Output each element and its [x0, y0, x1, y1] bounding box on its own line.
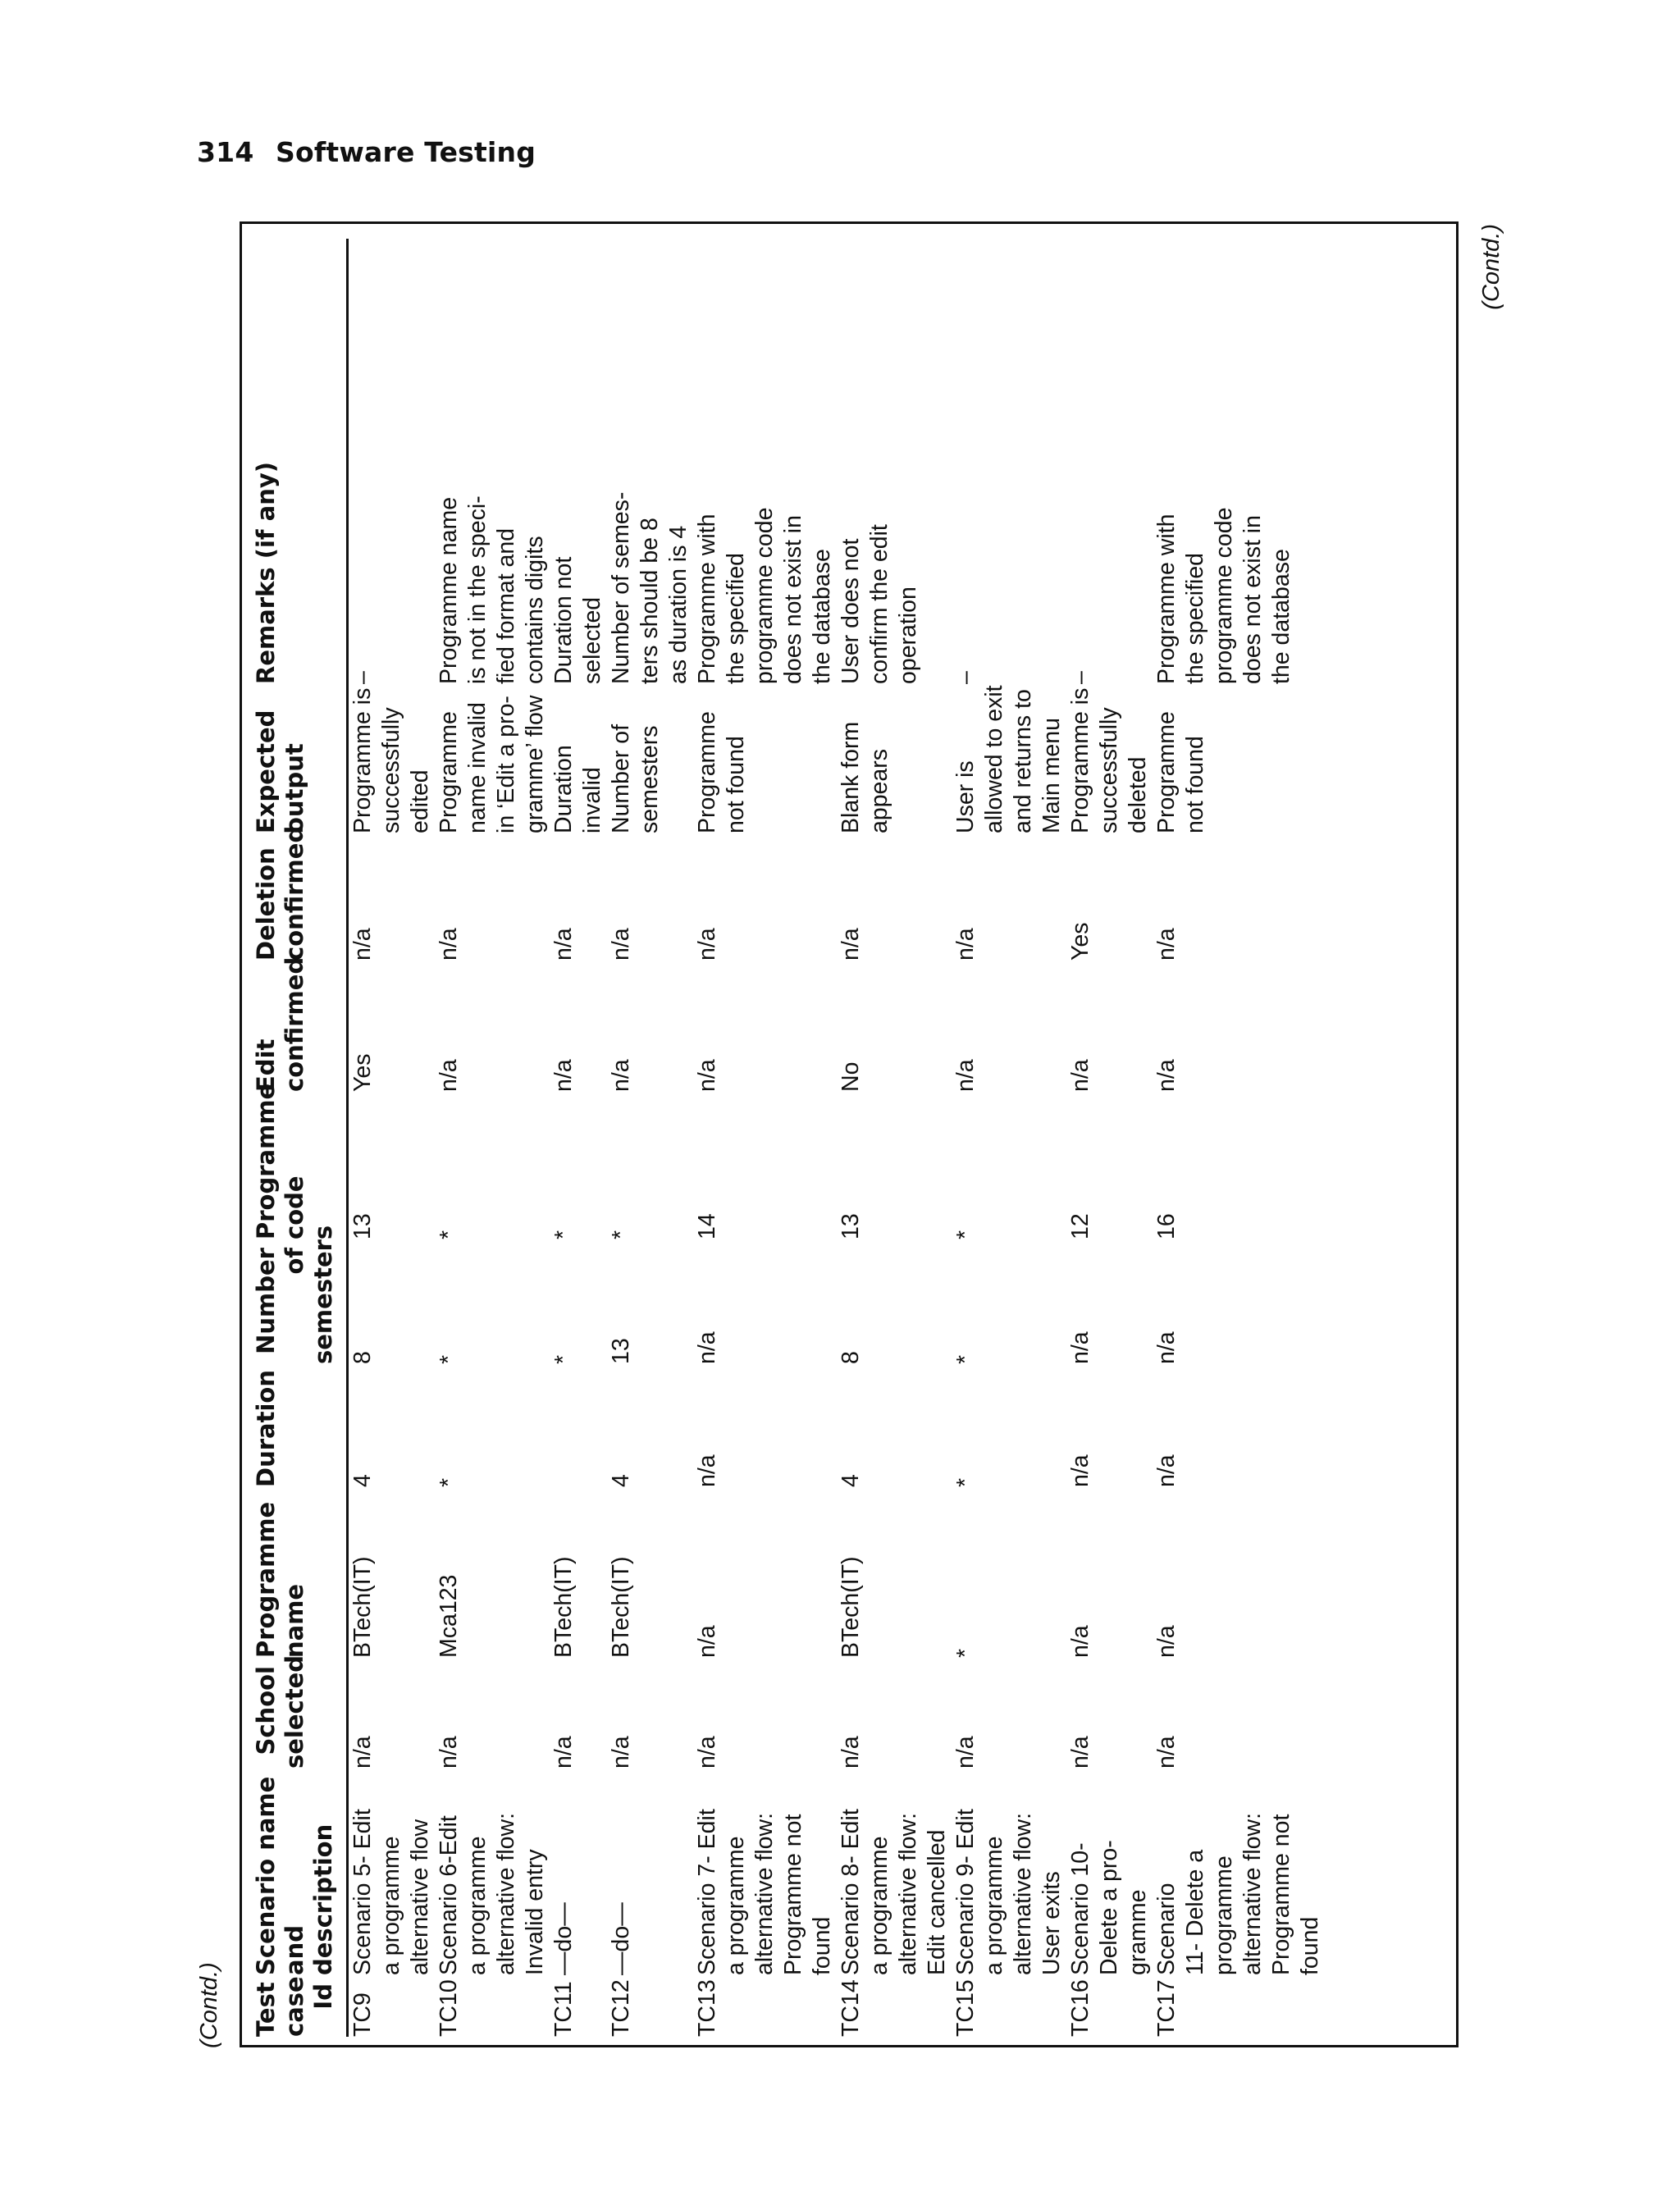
cell-edit-confirmed: n/a — [1067, 1059, 1093, 1092]
cell-programme-name: BTech(IT) — [550, 1556, 577, 1658]
cell-edit-confirmed: No — [838, 1061, 864, 1092]
table-row — [837, 239, 952, 2037]
cell-expected-output: Programme is successfully deleted — [1067, 687, 1151, 833]
header-deletion-confirmed: Deletion confirmed — [252, 833, 348, 961]
cell-edit-confirmed: n/a — [694, 1059, 720, 1092]
header-test-case-id: Test case Id — [252, 1975, 348, 2037]
cell-programme-name: BTech(IT) — [349, 1556, 376, 1658]
cell-deletion-confirmed: n/a — [349, 928, 376, 961]
cell-test-case-id: TC10 — [436, 1979, 462, 2037]
cell-test-case-id: TC9 — [349, 1992, 376, 2037]
cell-duration: n/a — [694, 1454, 720, 1487]
cell-semesters: n/a — [694, 1331, 720, 1364]
cell-edit-confirmed: Yes — [349, 1053, 376, 1092]
cell-expected-output: Blank form appears — [838, 721, 892, 833]
cell-deletion-confirmed: n/a — [952, 928, 979, 961]
cell-deletion-confirmed: n/a — [1153, 928, 1180, 961]
cell-school: n/a — [1153, 1736, 1180, 1769]
cell-remarks: User does not confirm the edit operation — [838, 524, 921, 684]
header-edit-confirmed: Edit confirmed — [252, 961, 348, 1092]
cell-programme-code: 12 — [1067, 1213, 1093, 1239]
cell-duration: * — [952, 1477, 979, 1487]
cell-semesters: * — [550, 1354, 577, 1364]
contd-top-label: (Contd.) — [196, 1962, 222, 2048]
cell-expected-output: Programme is successfully edited — [349, 687, 433, 833]
cell-deletion-confirmed: n/a — [436, 928, 462, 961]
cell-programme-name: n/a — [694, 1625, 720, 1658]
test-case-table — [252, 239, 1325, 2037]
cell-programme-name: * — [952, 1648, 979, 1658]
cell-remarks: Programme name is not in the speci- fied format and contains digits — [436, 495, 548, 684]
cell-programme-code: 13 — [838, 1213, 864, 1239]
page-number: 314 — [197, 136, 254, 168]
cell-programme-name: n/a — [1153, 1625, 1180, 1658]
table-row — [607, 239, 693, 2037]
cell-scenario: Scenario 10- Delete a pro- gramme — [1067, 1840, 1151, 1975]
header-scenario: Scenario name and description — [252, 1769, 348, 1975]
running-head — [197, 136, 536, 168]
table-row — [1153, 239, 1325, 2037]
header-semesters: Number of semesters — [252, 1239, 348, 1364]
header-school: School selected — [252, 1658, 348, 1769]
cell-school: n/a — [436, 1736, 462, 1769]
cell-test-case-id: TC12 — [608, 1979, 634, 2037]
table-row — [952, 239, 1066, 2037]
cell-programme-code: * — [952, 1230, 979, 1239]
cell-scenario: —do— — [550, 1902, 577, 1975]
header-programme-name: Programme name — [252, 1487, 348, 1658]
cell-remarks: Programme with the specified programme code does not exist in the database — [1153, 507, 1294, 684]
cell-programme-code: * — [436, 1230, 462, 1239]
cell-test-case-id: TC13 — [694, 1979, 720, 2037]
cell-edit-confirmed: n/a — [550, 1059, 577, 1092]
cell-expected-output: Programme not found — [1153, 711, 1208, 833]
cell-scenario: Scenario 7- Edit a programme alternative flow: Programme not found — [694, 1809, 835, 1975]
cell-deletion-confirmed: n/a — [550, 928, 577, 961]
rotated-table-container — [196, 224, 1504, 2048]
cell-deletion-confirmed: Yes — [1067, 922, 1093, 961]
table-row — [435, 239, 550, 2037]
cell-test-case-id: TC14 — [838, 1979, 864, 2037]
cell-scenario: Scenario 9- Edit a programme alternative flow: User exits — [952, 1809, 1065, 1975]
cell-school: n/a — [608, 1736, 634, 1769]
cell-test-case-id: TC17 — [1153, 1979, 1180, 2037]
cell-expected-output: Number of semesters — [608, 723, 663, 833]
cell-scenario: Scenario 6-Edit a programme alternative flow: Invalid entry — [436, 1812, 548, 1975]
table-frame — [196, 221, 1504, 2048]
table-row — [348, 239, 436, 2037]
cell-school: n/a — [1067, 1736, 1093, 1769]
table-row — [550, 239, 607, 2037]
cell-semesters: 8 — [838, 1351, 864, 1364]
cell-semesters: * — [436, 1354, 462, 1364]
cell-duration: n/a — [1153, 1454, 1180, 1487]
table-row — [693, 239, 837, 2037]
cell-edit-confirmed: n/a — [436, 1059, 462, 1092]
cell-semesters: n/a — [1067, 1331, 1093, 1364]
cell-expected-output: Programme name invalid in ‘Edit a pro- gramme’ flow — [436, 695, 548, 833]
cell-school: n/a — [550, 1736, 577, 1769]
cell-programme-code: 13 — [349, 1213, 376, 1239]
cell-test-case-id: TC11 — [550, 1981, 577, 2037]
header-expected-output: Expected output — [252, 684, 348, 833]
cell-expected-output: Duration invalid — [550, 745, 605, 833]
cell-scenario: Scenario 5- Edit a programme alternative flow — [349, 1809, 433, 1975]
cell-school: n/a — [838, 1736, 864, 1769]
cell-programme-name: BTech(IT) — [838, 1556, 864, 1658]
book-title: Software Testing — [276, 136, 536, 168]
cell-programme-name: n/a — [1067, 1625, 1093, 1658]
cell-edit-confirmed: n/a — [608, 1059, 634, 1092]
header-remarks: Remarks (if any) — [252, 239, 348, 684]
cell-semesters: 8 — [349, 1351, 376, 1364]
cell-remarks: – — [952, 671, 979, 684]
cell-programme-name: BTech(IT) — [608, 1556, 634, 1658]
contd-bottom-label: (Contd.) — [1478, 224, 1504, 310]
cell-deletion-confirmed: n/a — [608, 928, 634, 961]
cell-expected-output: User is allowed to exit and returns to Main menu — [952, 685, 1065, 833]
table-row — [1066, 239, 1153, 2037]
cell-scenario: Scenario 8- Edit a programme alternative flow: Edit cancelled — [838, 1809, 950, 1975]
cell-programme-code: * — [608, 1230, 634, 1239]
cell-test-case-id: TC16 — [1067, 1979, 1093, 2037]
table-body — [348, 239, 1326, 2037]
cell-remarks: Number of semes- ters should be 8 as duration is 4 — [608, 491, 692, 684]
cell-scenario: Scenario 11- Delete a programme alternative flow: Programme not found — [1153, 1812, 1323, 1975]
cell-semesters: * — [952, 1354, 979, 1364]
cell-test-case-id: TC15 — [952, 1979, 979, 2037]
cell-school: n/a — [952, 1736, 979, 1769]
cell-edit-confirmed: n/a — [1153, 1059, 1180, 1092]
cell-programme-code: 16 — [1153, 1213, 1180, 1239]
cell-programme-code: * — [550, 1230, 577, 1239]
cell-school: n/a — [349, 1736, 376, 1769]
cell-deletion-confirmed: n/a — [694, 928, 720, 961]
table-header-row — [252, 239, 348, 2037]
cell-semesters: 13 — [608, 1338, 634, 1364]
cell-expected-output: Programme not found — [694, 711, 749, 833]
cell-duration — [550, 1364, 607, 1487]
cell-scenario: —do— — [608, 1902, 634, 1975]
cell-programme-code: 14 — [694, 1213, 720, 1239]
cell-semesters: n/a — [1153, 1331, 1180, 1364]
cell-duration: n/a — [1067, 1454, 1093, 1487]
cell-duration: 4 — [349, 1474, 376, 1487]
cell-edit-confirmed: n/a — [952, 1059, 979, 1092]
header-duration: Duration — [252, 1364, 348, 1487]
cell-remarks: Programme with the specified programme code does not exist in the database — [694, 507, 835, 684]
cell-remarks: Duration not selected — [550, 556, 605, 684]
cell-duration: 4 — [838, 1474, 864, 1487]
cell-school: n/a — [694, 1736, 720, 1769]
cell-programme-name: Mca123 — [436, 1574, 462, 1658]
cell-duration: * — [436, 1477, 462, 1487]
cell-deletion-confirmed: n/a — [838, 928, 864, 961]
cell-remarks: – — [349, 671, 376, 684]
cell-remarks: – — [1067, 671, 1093, 684]
cell-duration: 4 — [608, 1474, 634, 1487]
header-programme-code: Programme code — [252, 1092, 348, 1239]
